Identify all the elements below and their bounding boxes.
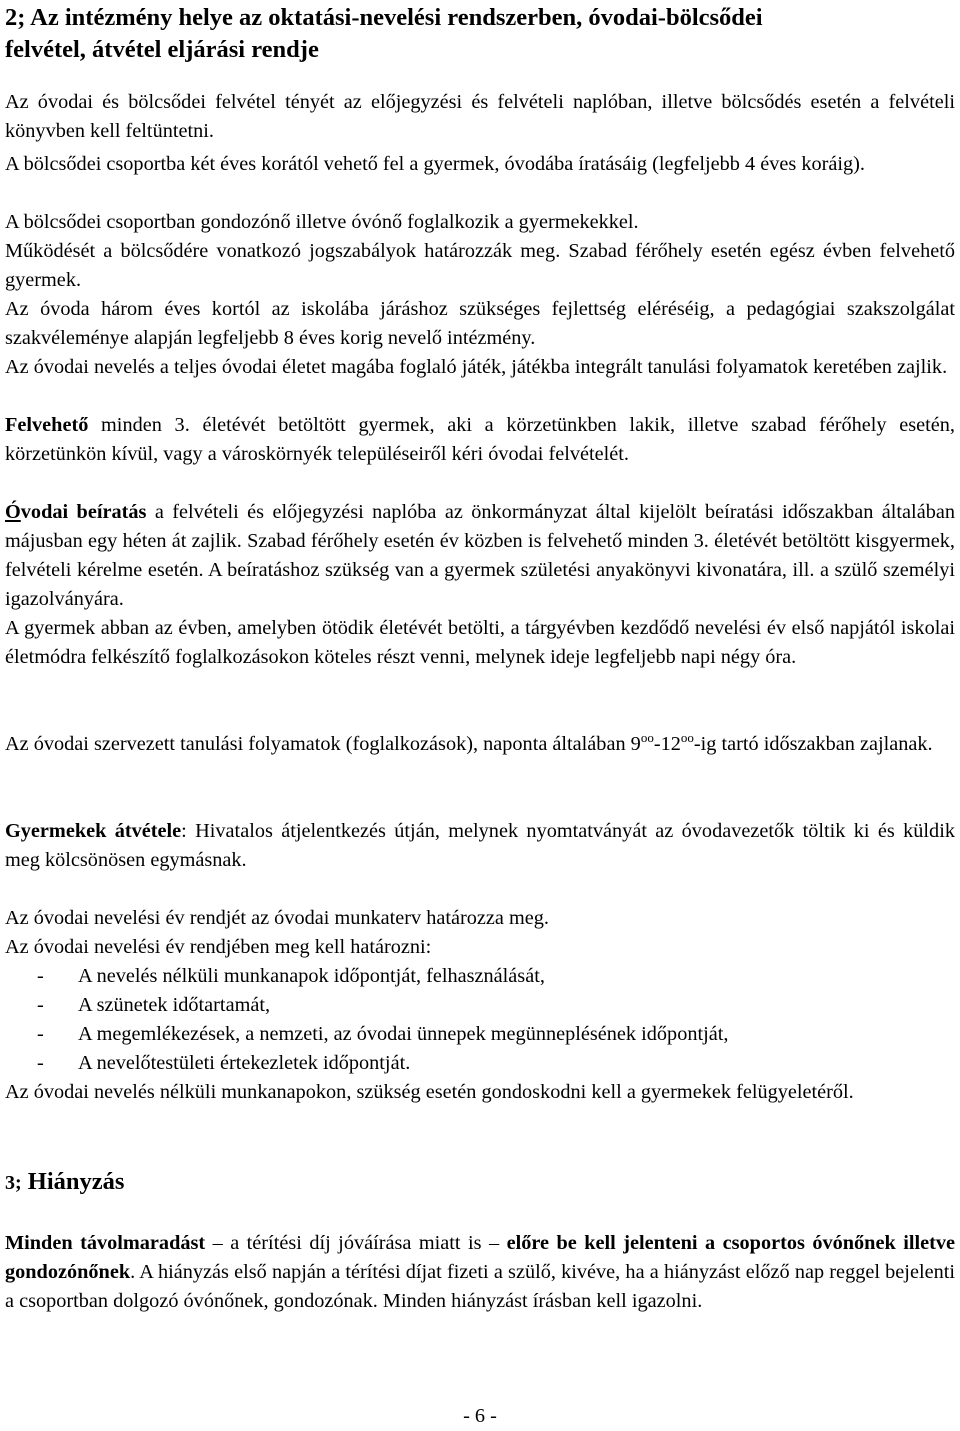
eligibility-text: minden 3. életévét betöltött gyermek, aki a körzetünkben lakik, illetve szabad férőhely esetén, körzetünkön kívül, vagy a városkörnyék településeiről kéri óvodai felvételét. xyxy=(5,414,955,465)
sessions-text-2: -12 xyxy=(653,733,681,755)
paragraph-school-preparation: A gyermek abban az évben, amelyben ötödik életévét betölti, a tárgyévben kezdődő nevelési év első napjától iskolai életmódra felkészítő foglalkozásokon köteles részt venni, melynek ideje legfeljebb napi négy óra. xyxy=(5,617,955,668)
list-dash: - xyxy=(37,1023,44,1045)
paragraph-nursery-regulation: Működését a bölcsődére vonatkozó jogszabályok határozzák meg. Szabad férőhely esetén egész évben felvehető gyermek. xyxy=(5,240,955,291)
enrollment-text: a felvételi és előjegyzési naplóba az önkormányzat által kijelölt beíratási időszakban általában májusban egy héten át zajlik. Szabad férőhely esetén év közben is felvehető minden 3. életévét betöltött kisgyermek, felvételi kérelme esetén. A beíratáshoz szükség van a gyermek születési anyakönyvi kivonatára, ill. a szülő személyi igazolványára. xyxy=(5,501,955,610)
section-3-number: 3; xyxy=(5,1172,22,1194)
section-3-title: Hiányzás xyxy=(21,1168,125,1195)
paragraph-nursery-staff: A bölcsődei csoportban gondozónő illetve óvónő foglalkozik a gyermekekkel. xyxy=(5,211,639,233)
paragraph-year-plan-items-intro: Az óvodai nevelési év rendjében meg kell határozni: xyxy=(5,936,432,958)
list-item-text: A nevelőtestületi értekezletek időpontját. xyxy=(78,1052,411,1074)
enrollment-bold: vodai beíratás xyxy=(20,501,147,523)
list-item-text: A megemlékezések, a nemzeti, az óvodai ünnepek megünneplésének időpontját, xyxy=(78,1023,729,1045)
paragraph-nursery-age: A bölcsődei csoportba két éves korától vehető fel a gyermek, óvodába íratásáig (legfeljebb 4 éves koráig). xyxy=(5,153,865,175)
paragraph-no-education-days: Az óvodai nevelés nélküli munkanapokon, szükség esetén gondoskodni kell a gyermekek felügyeletéről. xyxy=(5,1081,854,1103)
list-item-text: A nevelés nélküli munkanapok időpontját, felhasználását, xyxy=(78,965,545,987)
paragraph-learning-sessions xyxy=(5,730,955,760)
list-item xyxy=(5,1049,955,1078)
paragraph-absence xyxy=(5,1229,955,1316)
section-3-heading xyxy=(5,1166,124,1199)
sessions-sup-2: oo xyxy=(680,730,694,745)
sessions-text-1: Az óvodai szervezett tanulási folyamatok (foglalkozások), naponta általában 9 xyxy=(5,733,641,755)
year-plan-list xyxy=(5,962,955,1078)
list-dash: - xyxy=(37,1052,44,1074)
list-item xyxy=(5,962,955,991)
list-dash: - xyxy=(37,994,44,1016)
paragraph-kindergarten-education: Az óvodai nevelés a teljes óvodai életet magába foglaló játék, játékba integrált tanulási folyamatok keretében zajlik. xyxy=(5,356,948,378)
sessions-text-3: -ig tartó időszakban zajlanak. xyxy=(693,733,933,755)
transfer-text: : Hivatalos átjelentkezés útján, melynek nyomtatványát az óvodavezetők töltik ki és küldik meg kölcsönösen egymásnak. xyxy=(5,820,955,871)
paragraph-child-transfer xyxy=(5,817,955,875)
eligibility-bold: Felvehető xyxy=(5,414,89,436)
list-item xyxy=(5,1020,955,1049)
absence-bold-2: előre be kell jelenteni a csoportos óvónőnek illetve gondozónőnek xyxy=(5,1232,955,1283)
page-number: - 6 - xyxy=(463,1405,497,1427)
sessions-sup-1: oo xyxy=(640,730,654,745)
list-dash: - xyxy=(37,965,44,987)
enrollment-initial: Ó xyxy=(5,501,21,523)
section-2-title-line-1: 2; Az intézmény helye az oktatási-nevelési rendszerben, óvodai-bölcsődei xyxy=(5,4,763,31)
paragraph-admission-eligibility xyxy=(5,411,955,469)
absence-text-mid: – a térítési díj jóváírása miatt is – xyxy=(205,1232,507,1254)
paragraph-kindergarten-age: Az óvoda három éves kortól az iskolába járáshoz szükséges fejlettség eléréséig, a pedagógiai szakszolgálat szakvéleménye alapján legfeljebb 8 éves korig nevelő intézmény. xyxy=(5,298,955,349)
paragraph-admission-record: Az óvodai és bölcsődei felvétel tényét az előjegyzési és felvételi naplóban, illetve bölcsődés esetén a felvételi könyvben kell feltüntetni. xyxy=(5,91,955,142)
section-2-heading xyxy=(5,2,955,66)
list-item-text: A szünetek időtartamát, xyxy=(78,994,271,1016)
section-2-title-line-2: felvétel, átvétel eljárási rendje xyxy=(5,36,319,63)
absence-bold-1: Minden távolmaradást xyxy=(5,1232,206,1254)
paragraph-enrollment xyxy=(5,498,955,614)
transfer-bold: Gyermekek átvétele xyxy=(5,820,182,842)
list-item xyxy=(5,991,955,1020)
absence-text: . A hiányzás első napján a térítési díjat fizeti a szülő, kivéve, ha a hiányzást előző nap reggel bejelenti a csoportban dolgozó óvónőnek, gondozónak. Minden hiányzást írásban kell igazolni. xyxy=(5,1261,955,1312)
paragraph-year-plan: Az óvodai nevelési év rendjét az óvodai munkaterv határozza meg. xyxy=(5,907,549,929)
